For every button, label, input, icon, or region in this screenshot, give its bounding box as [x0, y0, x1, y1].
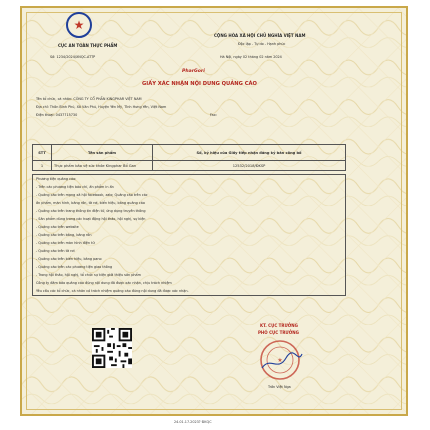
content-line: - Quảng cáo trên màn hình điện tử — [36, 241, 95, 245]
brand-logo: PharGori — [182, 69, 205, 74]
content-line: - Quảng cáo trên các phương tiện giao thông — [36, 265, 113, 269]
content-line: - Quảng cáo trên tờ rơi — [36, 249, 75, 253]
company-fax: Fax: — [210, 113, 217, 117]
content-line: Phương tiện quảng cáo: — [36, 177, 77, 181]
signer-subposition: PHÓ CỤC TRƯỞNG — [258, 330, 299, 335]
company-phone: Điện thoại: 0437715730 — [36, 113, 78, 117]
nation-motto: Độc lập - Tự do - Hạnh phúc — [238, 42, 286, 46]
content-line: - Quảng cáo trên mạng xã hội facebook, zalo; Quảng cáo trên các — [36, 193, 148, 197]
table-cell-stt: 1 — [33, 161, 52, 171]
content-line: - Quảng cáo trên biển hiệu, bảng pano — [36, 257, 102, 261]
issuer-org: CỤC AN TOÀN THỰC PHẨM — [58, 43, 118, 48]
content-line: Công ty đảm bảo quảng cáo đúng nội dung đã được xác nhận, chịu trách nhiệm — [36, 281, 172, 285]
table-header-name: Tên sản phẩm — [52, 145, 153, 161]
content-line: - Quảng cáo trên website — [36, 225, 79, 229]
product-table — [32, 144, 346, 171]
content-line: ấn phẩm, màn hình, băng rôn, tờ rơi, biển hiệu, bảng quảng cáo — [36, 201, 145, 205]
company-name: Tên tổ chức, cá nhân: CÔNG TY CỔ PHẦN KINGPHAR VIỆT NAM — [36, 97, 142, 101]
table-header-stt: STT — [33, 145, 52, 161]
nation-title: CỘNG HÒA XÃ HỘI CHỦ NGHĨA VIỆT NAM — [214, 33, 306, 38]
table-header-cert: Số, ký hiệu của Giấy tiếp nhận đăng ký bản công bố — [153, 145, 346, 161]
emblem-icon: ★ — [66, 12, 92, 38]
signature-block — [240, 324, 330, 394]
advertising-content — [32, 174, 346, 296]
company-address: Địa chỉ: Thôn Bình Phú, Xã Văn Phú, Huyện Yên Mỹ, Tỉnh Hưng Yên, Việt Nam — [36, 105, 167, 109]
signer-name: Trần Việt Nga — [268, 385, 291, 389]
footer-code: 24.01.17.2023? ĐKQC — [174, 420, 212, 424]
content-line: - Trên các phương tiện báo chí, ấn phẩm in ấn — [36, 185, 114, 189]
table-cell-name: Thực phẩm bảo vệ sức khỏe Kingphar Bổ Gan — [52, 161, 153, 171]
content-line: Yêu cầu các tổ chức, cá nhân có trách nhiệm quảng cáo đúng nội dung đã được xác nhận. — [36, 289, 189, 293]
table-row — [33, 161, 346, 171]
content-line: - Sản phẩm dùng trong các hoạt động hội thảo, hội nghị, sự kiện — [36, 217, 146, 221]
content-line: - Quảng cáo trên trang thông tin điện tử, ứng dụng truyền thông — [36, 209, 146, 213]
official-stamp — [256, 338, 304, 382]
qr-code — [92, 328, 132, 368]
document-title: GIẤY XÁC NHẬN NỘI DUNG QUẢNG CÁO — [142, 81, 257, 87]
table-cell-cert: 12532/2018/ĐKSP — [153, 161, 346, 171]
svg-text:★: ★ — [277, 357, 283, 364]
issue-date: Hà Nội, ngày 02 tháng 02 năm 2024 — [220, 55, 282, 59]
document-number: Số: 1234/2024/XNQC-ATTP — [50, 55, 96, 59]
content-line: - Quảng cáo trên bảng, băng rôn — [36, 233, 92, 237]
content-line: - Trong hội thảo, hội nghị, tổ chức sự kiện giới thiệu sản phẩm — [36, 273, 141, 277]
signer-position: KT. CỤC TRƯỞNG — [260, 323, 298, 328]
